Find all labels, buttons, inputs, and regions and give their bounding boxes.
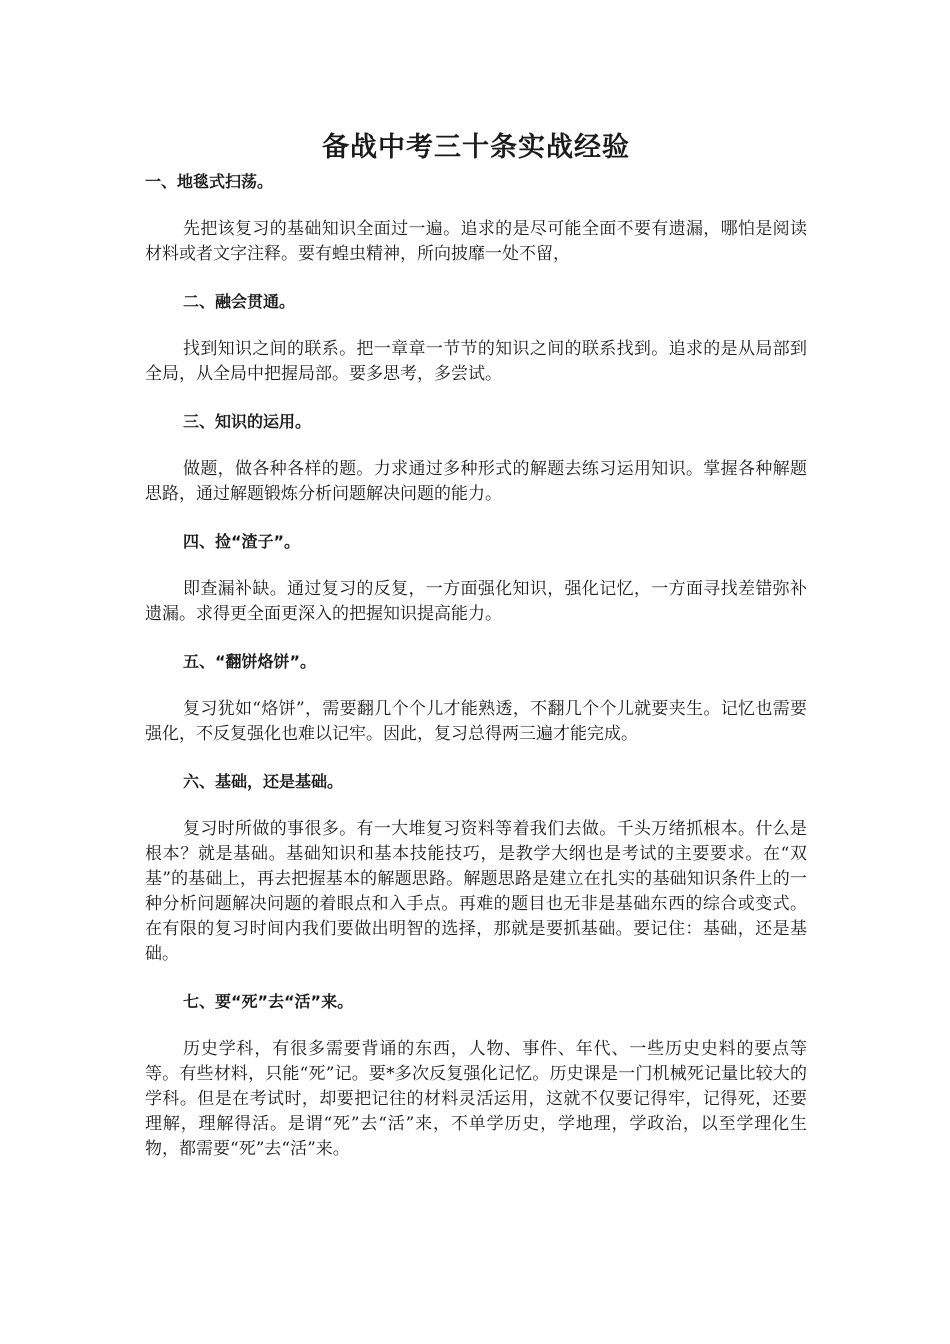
section-heading-2: 二、融会贯通。 [183, 292, 296, 311]
section-body-3: 做题，做各种各样的题。力求通过多种形式的解题去练习运用知识。掌握各种解题思路，通过解题锻炼分析问题解决问题的能力。 [145, 459, 807, 504]
section-body-7: 历史学科，有很多需要背诵的东西，人物、事件、年代、一些历史史料的要点等等。有些材料，只能“死”记。要*多次反复强化记忆。历史课是一门机械死记量比较大的学科。但是在考试时，却要把记往的材料灵活运用，这就不仅要记得牢，记得死，还要理解，理解得活。是谓“死”去“活”来，不单学历史，学地理，学政治，以至学理化生物，都需要“死”去“活”来。 [145, 1039, 807, 1159]
section-body-6: 复习时所做的事很多。有一大堆复习资料等着我们去做。千头万绪抓根本。什么是根本？就是基础。基础知识和基本技能技巧，是教学大纲也是考试的主要要求。在“双基”的基础上，再去把握基本的解题思路。解题思路是建立在扎实的基础知识条件上的一种分析问题解决问题的着眼点和入手点。再难的题目也无非是基础东西的综合或变式。在有限的复习时间内我们要做出明智的选择，那就是要抓基础。要记住：基础，还是基础。 [145, 819, 807, 964]
section-body-4: 即查漏补缺。通过复习的反复，一方面强化知识，强化记忆，一方面寻找差错弥补遗漏。求得更全面更深入的把握知识提高能力。 [145, 579, 807, 624]
document-page [145, 128, 807, 1185]
document-title: 备战中考三十条实战经验 [322, 132, 630, 163]
section-heading-4: 四、捡“渣子”。 [183, 532, 301, 551]
section-heading-3: 三、知识的运用。 [183, 412, 312, 431]
section-body-5: 复习犹如“烙饼”，需要翻几个个儿才能熟透，不翻几个个儿就要夹生。记忆也需要强化，不反复强化也难以记牢。因此，复习总得两三遍才能完成。 [145, 699, 807, 744]
section-body-1: 先把该复习的基础知识全面过一遍。追求的是尽可能全面不要有遗漏，哪怕是阅读材料或者文字注释。要有蝗虫精神，所向披靡一处不留， [145, 219, 807, 264]
section-heading-7: 七、要“死”去“活”来。 [183, 992, 354, 1011]
section-heading-5: 五、“翻饼烙饼”。 [183, 652, 317, 671]
section-heading-1: 一、地毯式扫荡。 [145, 172, 274, 191]
section-heading-6: 六、基础，还是基础。 [183, 772, 344, 791]
section-body-2: 找到知识之间的联系。把一章章一节节的知识之间的联系找到。追求的是从局部到全局，从全局中把握局部。要多思考，多尝试。 [145, 339, 807, 384]
